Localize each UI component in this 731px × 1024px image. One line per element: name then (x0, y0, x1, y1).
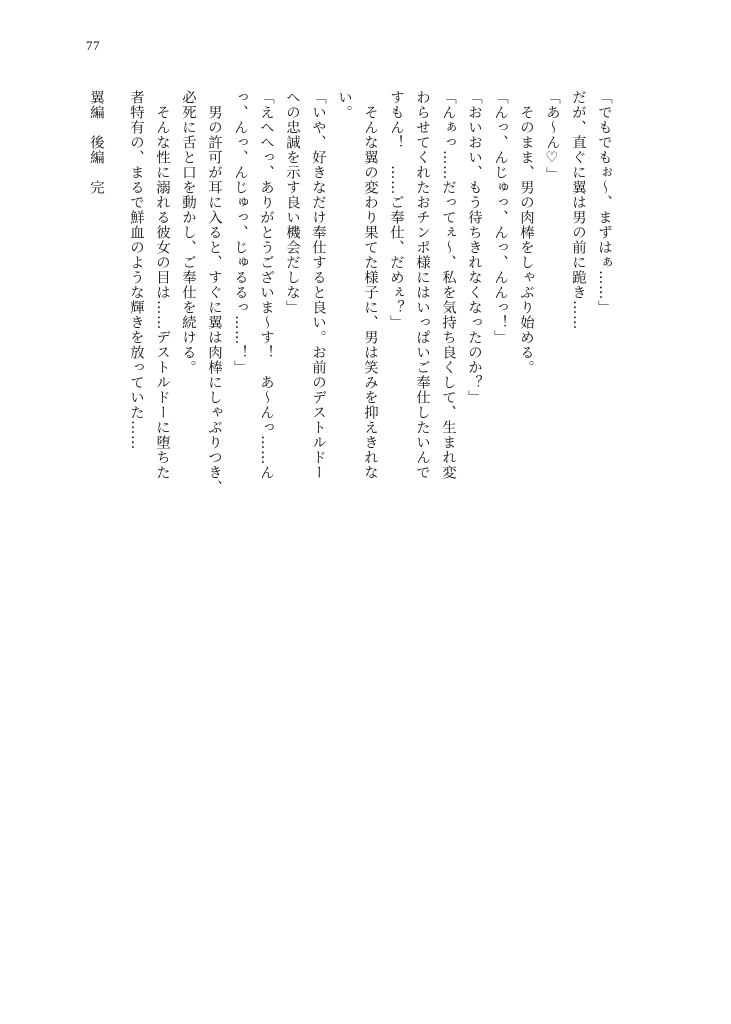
text-line: そんな性に溺れる彼女の目は……デストルドーに堕ちた (154, 90, 170, 480)
text-line: 「いや、好きなだけ奉仕すると良い。お前のデストルドー (310, 90, 326, 480)
text-line: 「おいおい、もう待ちきれなくなったのか？」 (466, 90, 482, 405)
text-line: だが、直ぐに翼は男の前に跪き…… (570, 90, 586, 330)
text-line: 男の許可が耳に入ると、すぐに翼は肉棒にしゃぶりつき、 (206, 90, 222, 495)
text-line: そんな翼の変わり果てた様子に、男は笑みを抑えきれな (362, 90, 378, 480)
text-line: 「あ～ん♡」 (544, 90, 560, 182)
text-line: 必死に舌と口を動かし、ご奉仕を続ける。 (180, 90, 196, 375)
text-line: 「えへへっ、ありがとうございま～す！ あ～んっ……ん (258, 90, 274, 480)
text-line: い。 (336, 90, 352, 120)
text-line: 「んっ、んじゅっ、んっ、んんっ！」 (492, 90, 508, 345)
text-line: そのまま、男の肉棒をしゃぶり始める。 (518, 90, 534, 375)
text-line: すもん！ ……ご奉仕、だめぇ？」 (388, 90, 404, 330)
text-line: わらせてくれたおチンポ様にはいっぱいご奉仕したいんで (414, 90, 430, 480)
text-line: 「でもでもぉ～、まずはぁ……」 (596, 90, 612, 315)
text-line: 「んぁっ……だってぇ～、私を気持ち良くして、生まれ変 (440, 90, 456, 480)
text-line: への忠誠を示す良い機会だしな」 (284, 90, 300, 315)
novel-body-text (0, 90, 731, 970)
text-line: 者特有の、まるで鮮血のような輝きを放っていた…… (128, 90, 144, 450)
chapter-end-line: 翼編 後編 完 (88, 90, 104, 195)
page-number: 77 (86, 38, 100, 53)
text-line: っ、んっ、んじゅっ、じゅるるっ……！」 (232, 90, 248, 375)
